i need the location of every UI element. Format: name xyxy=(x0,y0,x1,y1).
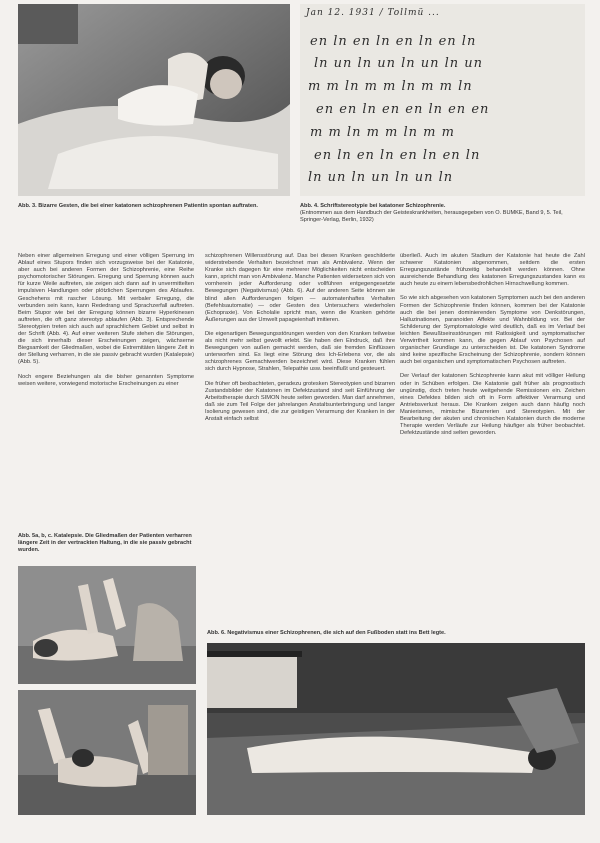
caption-fig3: Abb. 3. Bizarre Gesten, die bei einer katatonen schizophrenen Patientin spontan auftraten. xyxy=(18,203,258,209)
photo-fig3-gestures xyxy=(18,4,290,196)
paragraph: Die eigenartigen Bewegungsstörungen werden von den Kranken teilweise als nicht mehr selbst gewollt erlebt. Sie haben den Eindruck, daß ihre Bewegungen von außen gemacht werden, daß sie fremden Einflüssen unterworfen sind. Es liegt eine Störung des Ich-Erlebens vor, die als schizophrenes Gemachtwerden bezeichnet wird. Diese Kranken fühlen sich durch Hypnose, Strahlen, Telepathie usw. beeinflußt und gesteuert. xyxy=(205,330,395,373)
photo-fig6-negativism xyxy=(207,643,585,815)
handwriting-line: ln un ln un ln un ln un xyxy=(314,56,484,71)
paragraph: Der Verlauf der katatonen Schizophrenie kann akut mit völliger Heilung oder in Schüben erfolgen. Die Katatonie galt früher als prognostisch ungünstig, doch treten heute weitgehende Remissionen ein. Zeichen eines Defektes bilden sich oft in Form affektiver Verarmung und Antriebsverlust heraus. Die Kranken zeigen auch dann häufig noch Manierismen, mimische Bizarrerien und Stereotypien. Mit der Bearbeitung der akuten und chronischen Katatonien durch die moderne Therapie werden Verläufe zur Heilung häufiger als früher beobachtet. Defektzustände sind selten geworden. xyxy=(400,373,585,437)
handwriting-line: m m ln m m ln m m ln xyxy=(308,79,473,94)
paragraph: überließ. Auch im akuten Stadium der Katatonie hat heute die Zahl schwerer Katatonien abgenommen, seitdem die ersten Erregungszustände frühzeitig behandelt werden können. Ohne ausreichende Behandlung des katatonen Erregungszustandes kann es auch heute zu einem lebensbedrohlichen Hirnschwellung kommen. xyxy=(400,253,585,288)
caption-fig4 xyxy=(300,203,585,224)
photo-fig3-drawing xyxy=(18,4,290,196)
photo-fig4-handwriting xyxy=(300,4,585,196)
handwriting-line: en ln en ln en ln en ln xyxy=(310,34,477,49)
handwriting-line: en ln en ln en ln en ln xyxy=(314,148,481,163)
photo-fig5b-catalepsy xyxy=(18,690,196,815)
photo-fig5a-catalepsy xyxy=(18,566,196,684)
paragraph: schizophrenen Willensstörung auf. Das bei diesen Kranken geschilderte widerstrebende Verhalten bezeichnet man als Ambivalenz. Wenn der Kranke sich dagegen für eine mehrerer Möglichkeiten nicht entscheiden kann, spricht man von Ambivalenz. Manche Patienten widersetzen sich von vornherein jeder Aufforderung oder vollführen entgegengesetzte Bewegungen (Negativismus) (Abb. 6). Auf der anderen Seite können sie blind allen Aufforderungen folgen — automatenhaftes Verhalten (Befehlsautomatie) — oder Gesten des Untersuchers wiederholen (Echopraxie). Von Echolalie spricht man, wenn die Kranken gehörte Äußerungen aus der Umwelt papageienhaft imitieren. xyxy=(205,253,395,323)
caption-fig5: Abb. 5a, b, c. Katalepsie. Die Gliedmaßen der Patienten verharren längere Zeit in der vertrackten Haltung, in die sie passiv gebracht wurden. xyxy=(18,533,192,553)
text-column-right xyxy=(400,253,585,625)
handwriting-line: ln un ln un ln un ln xyxy=(308,170,454,185)
handwriting-line: en en ln en en ln en en xyxy=(316,102,490,117)
caption-fig4-source: (Entnommen aus dem Handbuch der Geisteskrankheiten, herausgegeben von O. BUMKE, Band 9, 5. Teil, Springer-Verlag, Berlin, 1932) xyxy=(300,210,563,223)
text-column-middle xyxy=(205,253,395,625)
handwriting-line: m m ln m m ln m m xyxy=(310,125,455,140)
photo-fig5a-drawing xyxy=(18,566,196,684)
text-column-left xyxy=(18,253,194,523)
caption-fig4-title: Abb. 4. Schriftstereotypie bei katatoner Schizophrenie. xyxy=(300,203,446,209)
paragraph: Noch engere Beziehungen als die bisher genannten Symptome weisen weitere, vorwiegend motorische Erscheinungen zu einer xyxy=(18,373,194,387)
caption-fig6: Abb. 6. Negativismus einer Schizophrenen, die sich auf den Fußboden statt ins Bett legte. xyxy=(207,630,446,636)
paragraph: So wie sich abgesehen von katatonen Symptomen auch bei den anderen Formen der Schizophrenie finden können, kommen bei der Katatonie auch die bei jenen dominierenden Symptome von Denkstörungen, Halluzinationen, paranoiden Affekte und Wahnbildung vor. Bei der Schilderung der Symptomatologie wird deutlich, daß es im Verlauf bei leichten Bewußtseinsstörungen mit Ratlosigkeit und symptomatischer Verwirrtheit kommen kann, die gegen Ablauf von Psychosen auf organischer Grundlage zu unterscheiden ist. Die katatonen Syndrome sind keine spezifische Erscheinung der Schizophrenie, sondern können auch bei organischen und symptomatischen Psychosen auftreten. xyxy=(400,295,585,366)
paragraph: Neben einer allgemeinen Erregung und einer völligen Sperrung im Ablauf eines Stupors finden sich vorzugsweise bei der Katatonie, aber auch bei anderen Formen der Schizophrenie, eine Reihe psychomotorischer Störungen. Erregung und Sperrung können auch für kurze Weile auftreten, sie zeigen sich dann auf in unvermittelten impulsiven Handlungen oder plötzlichen Sperrungen des Ablaufes. Geschehens mit rascher Lösung. Mit verbaler Erregung, die verbunden sein kann, kann Rededrang und Sprachzerfall auftreten. Beim Stupor wie bei der Erregung können bizarre Hyperkinesen auftreten, die oft ganz stereotyp ablaufen (Abb. 3). Entsprechende Stereotypien treten sich auch auf sprachlichem Gebiet und selbst in der Schrift (Abb. 4). Auf einer weiteren Stufe stehen die Störungen, die sich innerhalb dieser Erscheinungen zeigen, wächserne Biegsamkeit der Gliedmaßen, wobei die Extremitäten längere Zeit in der Stellung verharren, in die sie passiv gebracht wurden (Katalepsie) (Abb. 5). xyxy=(18,253,194,366)
handwriting-header: Jan 12. 1931 / Tollmü ... xyxy=(306,8,440,18)
photo-fig6-drawing xyxy=(207,643,585,815)
photo-fig5b-drawing xyxy=(18,690,196,815)
paragraph: Die früher oft beobachteten, geradezu grotesken Stereotypien und bizarren Zustandsbilder der Katatonen im Defektzustand sind seit Einführung der Arbeitstherapie durch SIMON heute selten geworden. Man darf annehmen, daß sie zum Teil Folge der jahrelangen Anstaltsunterbringung und langer Isolierung gewesen sind, die zur geistigen Verarmung der Kranken in der Anstalt einfach selbst xyxy=(205,380,395,422)
